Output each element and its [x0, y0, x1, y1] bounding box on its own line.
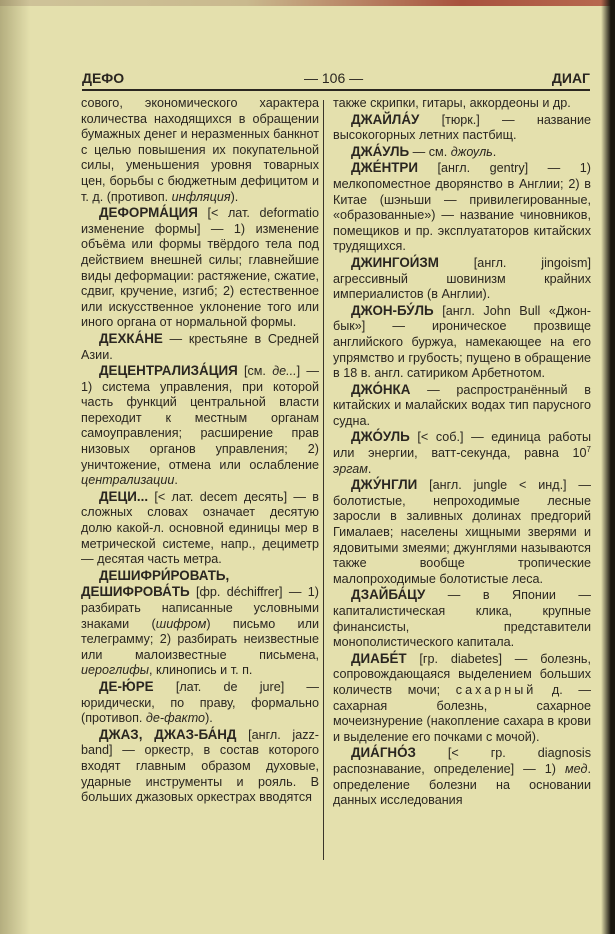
right-column: [333, 96, 591, 809]
dictionary-entry: [81, 363, 319, 489]
headword: ДЖО́УЛЬ: [351, 429, 410, 445]
italic-term: централизации: [81, 473, 175, 488]
dictionary-entry: [333, 144, 591, 161]
entry-text: ).: [230, 189, 239, 204]
dictionary-entry: [333, 429, 591, 477]
entry-text: [< соб.] — единица работы или энергии, ватт-секунда, равна 10: [333, 430, 591, 461]
italic-term: иероглифы: [81, 663, 149, 678]
entry-text: ] — 1) система управления, при которой часть функций центральной власти переходит к местным органам самоуправления; расширение прав низовых органов управления; 2) уничтожение, отмена или ослабление: [81, 364, 319, 472]
headword: ДЕЦИ...: [99, 488, 149, 504]
dictionary-entry: [333, 587, 591, 650]
page-shadow-left: [0, 0, 30, 934]
dictionary-entry: [81, 489, 319, 568]
entry-text: ).: [205, 711, 213, 726]
entry-text: [< лат. decem десять] — в сложных словах означает десятую долю какой-л. основной единицы мер в метрической системе, напр., дециметр — десятая часть метра.: [81, 489, 319, 567]
entry-continuation: [81, 96, 319, 205]
headword: ДЖА́УЛЬ: [351, 143, 410, 159]
headword: ДИАБЕ́Т: [351, 650, 407, 666]
dictionary-entry: [81, 679, 319, 727]
entry-text: .: [492, 144, 497, 159]
italic-term: эргам: [333, 461, 368, 476]
entry-text: [англ. jungle < инд.] — болотистые, непроходимые лесные заросли в заливных долинах предгорий Гималаев; населены хищными зверями и ядовитыми змеями; джунглями называются также вообще тропические малопроходимые болотистые леса.: [333, 478, 591, 586]
entry-text: ) письмо или телеграмму; 2) разбирать неизвестные или малоизвестные письмена,: [81, 616, 319, 662]
dictionary-entry: [333, 160, 591, 255]
dictionary-entry: [81, 205, 319, 331]
entry-text: [англ. John Bull «Джон-бык»] — ироническое прозвище английского буржуа, намекающее на его упрямство и грубость; пущено в обращение в 18 в. англ. сатириком Арбетнотом.: [333, 303, 591, 381]
entry-text: .: [367, 461, 372, 476]
entry-text: [англ. gentry] — 1) мелкопоместное дворянство в Англии; 2) в Китае (шэньши — привилегированные, «образованные») — название чиновников, помещиков и пр. эксплуататоров китайских трудящихся.: [333, 161, 591, 254]
entry-text: [тюрк.] — название высокогорных летних пастбищ.: [333, 112, 591, 143]
headword: ДЖУ́НГЛИ: [351, 477, 418, 493]
headword: ДЖОН-БУ́ЛЬ: [351, 302, 434, 318]
headword: ДЖАЙЛА́У: [351, 111, 420, 127]
entry-text: [см.: [237, 364, 273, 379]
entry-text: — распространённый в китайских и малайских водах тип парусного судна.: [333, 382, 591, 428]
page-number: — 106 —: [304, 70, 364, 86]
headword: ДЖИНГОИ́ЗМ: [351, 254, 439, 270]
dictionary-entry: [333, 112, 591, 144]
book-edge-top: [0, 0, 615, 6]
entry-text: .: [174, 473, 178, 488]
italic-term: мед: [565, 761, 588, 776]
entry-text: сахарный: [455, 682, 537, 697]
dictionary-entry: [333, 382, 591, 430]
entry-text: [фр. déchiffrer] — 1) разбирать написанные условными знаками (: [81, 585, 319, 631]
dictionary-entry: [81, 568, 319, 679]
dictionary-entry: [333, 477, 591, 587]
entry-text: также скрипки, гитары, аккордеоны и др.: [333, 96, 571, 110]
entry-text: 7: [586, 444, 591, 454]
entry-text: , клинопись и т. п.: [148, 663, 253, 678]
headword: ДИА́ГНО́З: [351, 745, 416, 761]
entry-text: [< лат. deformatio изменение формы] — 1) изменение объёма или формы твёрдого тела под действием внешней силы; главнейшие виды деформации: растяжение, сжатие, сдвиг, кручение, изгиб; 2) естественное или искусственное уклонение того или иного органа от нормальной формы.: [81, 206, 319, 330]
entry-text: [гр. diabetes] — болезнь, сопровождающаяся выделением больших количеств мочи;: [333, 651, 591, 697]
entry-text: д. — сахарная болезнь, сахарное мочеизнурение (накопление сахара в крови и выделение его почками с мочой).: [333, 682, 591, 744]
italic-term: инфляция: [171, 189, 231, 204]
header-first-word: ДЕФО: [82, 70, 125, 86]
dictionary-entry: [333, 651, 591, 746]
headword: ДЕШИФРИ́РОВАТЬ, ДЕШИФРОВА́ТЬ: [81, 567, 230, 600]
italic-term: джоуль: [450, 144, 493, 159]
dictionary-entry: [333, 255, 591, 303]
running-header: [82, 67, 590, 91]
entry-text: . определение болезни на основании данных исследования: [333, 761, 591, 808]
dictionary-entry: [333, 745, 591, 808]
headword: ДЖЕ́НТРИ: [351, 160, 418, 176]
entry-text: — в Японии — капиталистическая клика, крупные финансисты, представители монополистического капитала.: [333, 588, 591, 650]
entry-text: — см.: [409, 144, 451, 159]
left-column: [81, 96, 319, 806]
headword: ДЕФОРМА́ЦИЯ: [99, 205, 198, 221]
dictionary-entry: [81, 727, 319, 806]
italic-term: шифром: [155, 616, 207, 631]
headword: ДЗАЙБА́ЦУ: [351, 587, 426, 603]
entry-text: [лат. de jure] — юридически, по праву, формально (противоп.: [81, 679, 319, 726]
entry-text: [< гр. diagnosis распознавание, определение] — 1): [333, 746, 591, 776]
italic-term: де...: [272, 364, 297, 379]
dictionary-entry: [81, 331, 319, 363]
entry-text: [англ. jingoism] агрессивный шовинизм крайних империалистов (в Англии).: [333, 255, 591, 302]
entry-continuation: [333, 96, 591, 112]
column-divider: [323, 100, 324, 860]
headword: ДЖАЗ, ДЖАЗ-БА́НД: [99, 726, 237, 742]
entry-text: сового, экономического характера количества находящихся в обращении бумажных денег и неразменных банкнот с целью повышения их покупательной силы, уменьшения уровня товарных цен, борьбы с бюджетным дефицитом и т. д. (противоп.: [81, 96, 319, 204]
dictionary-entry: [333, 303, 591, 382]
headword: ДЖО́НКА: [351, 381, 411, 397]
italic-term: де-факто: [145, 711, 206, 726]
headword: ДЕЦЕНТРАЛИЗА́ЦИЯ: [99, 363, 238, 379]
header-last-word: ДИАГ: [551, 70, 590, 86]
headword: ДЕХКА́НЕ: [99, 330, 163, 346]
entry-text: — крестьяне в Средней Азии.: [81, 331, 319, 362]
entry-text: [англ. jazz-band] — оркестр, в состав которого входят главным образом духовые, ударные инструменты и рояль. В больших джазовых оркестрах вводятся: [81, 727, 320, 805]
page-shadow-right: [601, 0, 615, 934]
headword: ДЕ-Ю́РЕ: [99, 678, 154, 694]
